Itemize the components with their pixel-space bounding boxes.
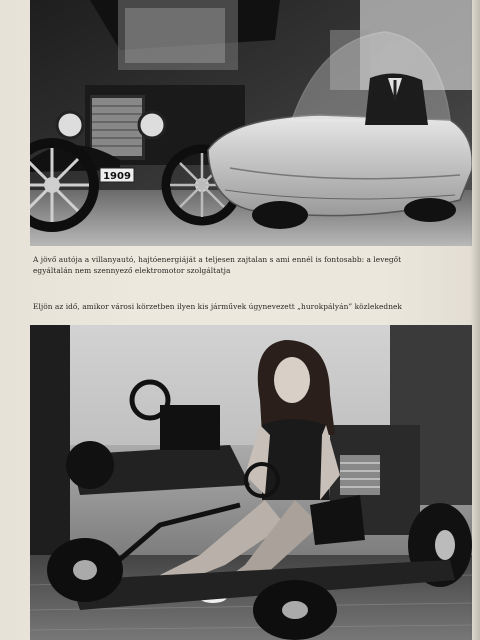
caption-top-line2: egyáltalán nem szennyező elektromotor szolgáltatja — [33, 266, 231, 275]
photo-vintage-car-and-electric-car — [30, 0, 472, 246]
photo-woman-on-go-kart — [30, 325, 472, 640]
photo-bottom-illustration — [30, 325, 472, 640]
page-spine-shadow — [470, 0, 480, 640]
license-plate-text: 1909 — [103, 171, 131, 182]
caption-bottom-line1: Eljön az idő, amikor városi körzetben ilyen kis járművek úgynevezett „hurokpályán” közlekednek — [33, 302, 402, 311]
caption-top — [33, 254, 467, 276]
photo-top-illustration — [30, 0, 472, 246]
caption-bottom — [33, 301, 467, 312]
caption-top-line1: A jövő autója a villanyautó, hajtóenergiáját a teljesen zajtalan s ami ennél is fontosabb: a levegőt — [33, 255, 402, 264]
